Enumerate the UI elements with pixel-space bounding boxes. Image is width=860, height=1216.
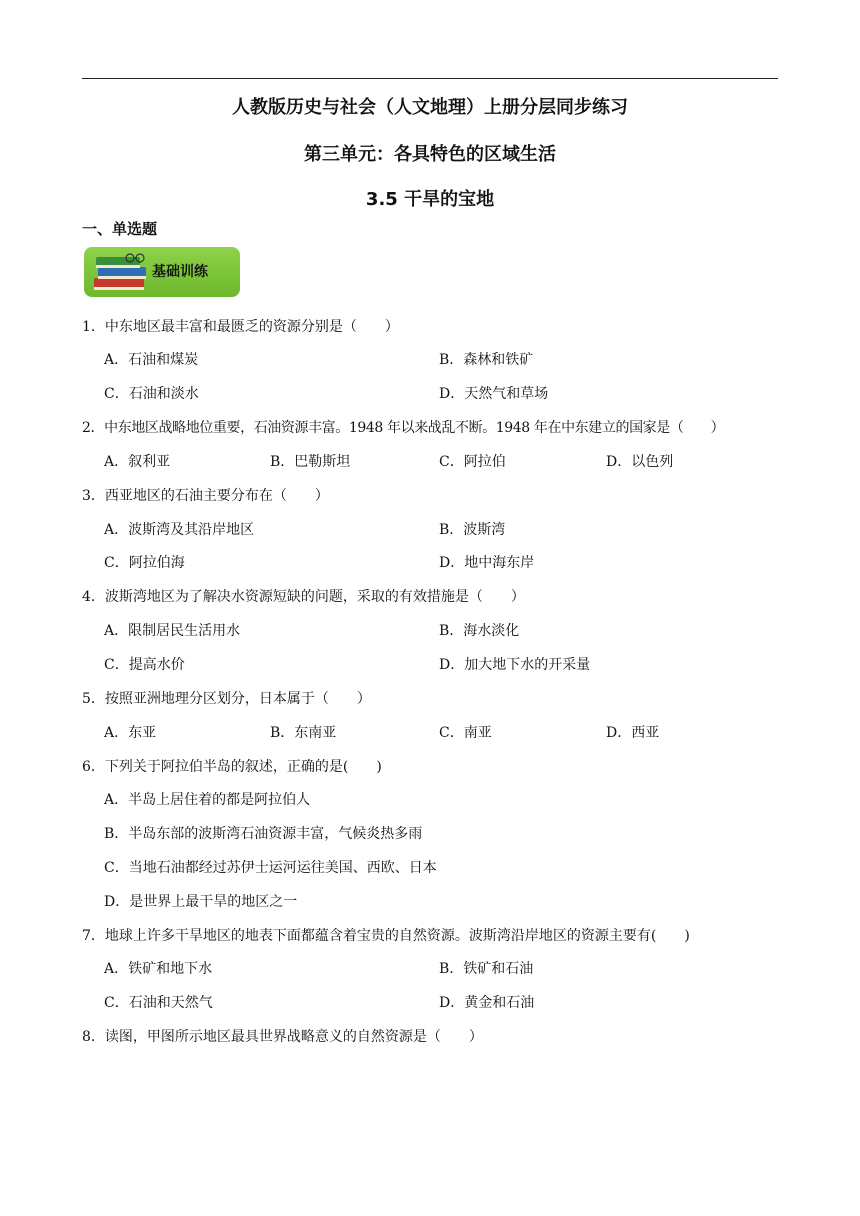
q1-option-b[interactable]: B．森林和铁矿: [439, 352, 534, 368]
question-8: 8．读图，甲图所示地区最具世界战略意义的自然资源是（ ）: [82, 1029, 483, 1045]
books-icon: [90, 252, 152, 294]
q6-option-b[interactable]: B．半岛东部的波斯湾石油资源丰富，气候炎热多雨: [104, 826, 423, 842]
q3-option-c[interactable]: C．阿拉伯海: [104, 555, 185, 571]
question-3: 3．西亚地区的石油主要分布在（ ）: [82, 488, 329, 504]
question-7: 7．地球上许多干旱地区的地表下面都蕴含着宝贵的自然资源。波斯湾沿岸地区的资源主要有( ): [82, 928, 690, 944]
q2-option-d[interactable]: D．以色列: [606, 454, 674, 470]
q3-option-a[interactable]: A．波斯湾及其沿岸地区: [104, 522, 255, 538]
q6-option-a[interactable]: A．半岛上居住着的都是阿拉伯人: [104, 792, 311, 808]
unit-title: 第三单元：各具特色的区域生活: [304, 144, 556, 165]
question-6: 6．下列关于阿拉伯半岛的叙述，正确的是( ): [82, 759, 382, 775]
q7-option-b[interactable]: B．铁矿和石油: [439, 961, 534, 977]
header-rule: [82, 78, 778, 79]
q7-option-c[interactable]: C．石油和天然气: [104, 995, 213, 1011]
basic-training-badge: [84, 247, 240, 297]
q7-option-d[interactable]: D．黄金和石油: [439, 995, 535, 1011]
document-title: 人教版历史与社会（人文地理）上册分层同步练习: [232, 97, 628, 118]
lesson-title: 3.5 干旱的宝地: [365, 189, 495, 210]
q4-option-a[interactable]: A．限制居民生活用水: [104, 623, 241, 639]
q6-option-d[interactable]: D．是世界上最干旱的地区之一: [104, 894, 298, 910]
section-heading: 一、单选题: [82, 220, 158, 238]
question-4: 4．波斯湾地区为了解决水资源短缺的问题，采取的有效措施是（ ）: [82, 589, 525, 605]
q1-option-a[interactable]: A．石油和煤炭: [104, 352, 199, 368]
q1-option-c[interactable]: C．石油和淡水: [104, 386, 199, 402]
q4-option-d[interactable]: D．加大地下水的开采量: [439, 657, 591, 673]
question-1: 1．中东地区最丰富和最匮乏的资源分别是（ ）: [82, 319, 399, 335]
q5-option-a[interactable]: A．东亚: [104, 725, 157, 741]
question-5: 5．按照亚洲地理分区划分，日本属于（ ）: [82, 691, 371, 707]
q6-option-c[interactable]: C．当地石油都经过苏伊士运河运往美国、西欧、日本: [104, 860, 437, 876]
q5-option-d[interactable]: D．西亚: [606, 725, 660, 741]
q5-option-c[interactable]: C．南亚: [439, 725, 492, 741]
q2-option-c[interactable]: C．阿拉伯: [439, 454, 506, 470]
q1-option-d[interactable]: D．天然气和草场: [439, 386, 549, 402]
q7-option-a[interactable]: A．铁矿和地下水: [104, 961, 213, 977]
question-2: 2．中东地区战略地位重要，石油资源丰富。1948 年以来战乱不断。1948 年在中东建立的国家是（ ）: [82, 420, 725, 436]
q4-option-b[interactable]: B．海水淡化: [439, 623, 520, 639]
q5-option-b[interactable]: B．东南亚: [270, 725, 337, 741]
q3-option-d[interactable]: D．地中海东岸: [439, 555, 535, 571]
q2-option-a[interactable]: A．叙利亚: [104, 454, 171, 470]
q3-option-b[interactable]: B．波斯湾: [439, 522, 506, 538]
q4-option-c[interactable]: C．提高水价: [104, 657, 185, 673]
q2-option-b[interactable]: B．巴勒斯坦: [270, 454, 351, 470]
badge-label: 基础训练: [152, 264, 208, 280]
